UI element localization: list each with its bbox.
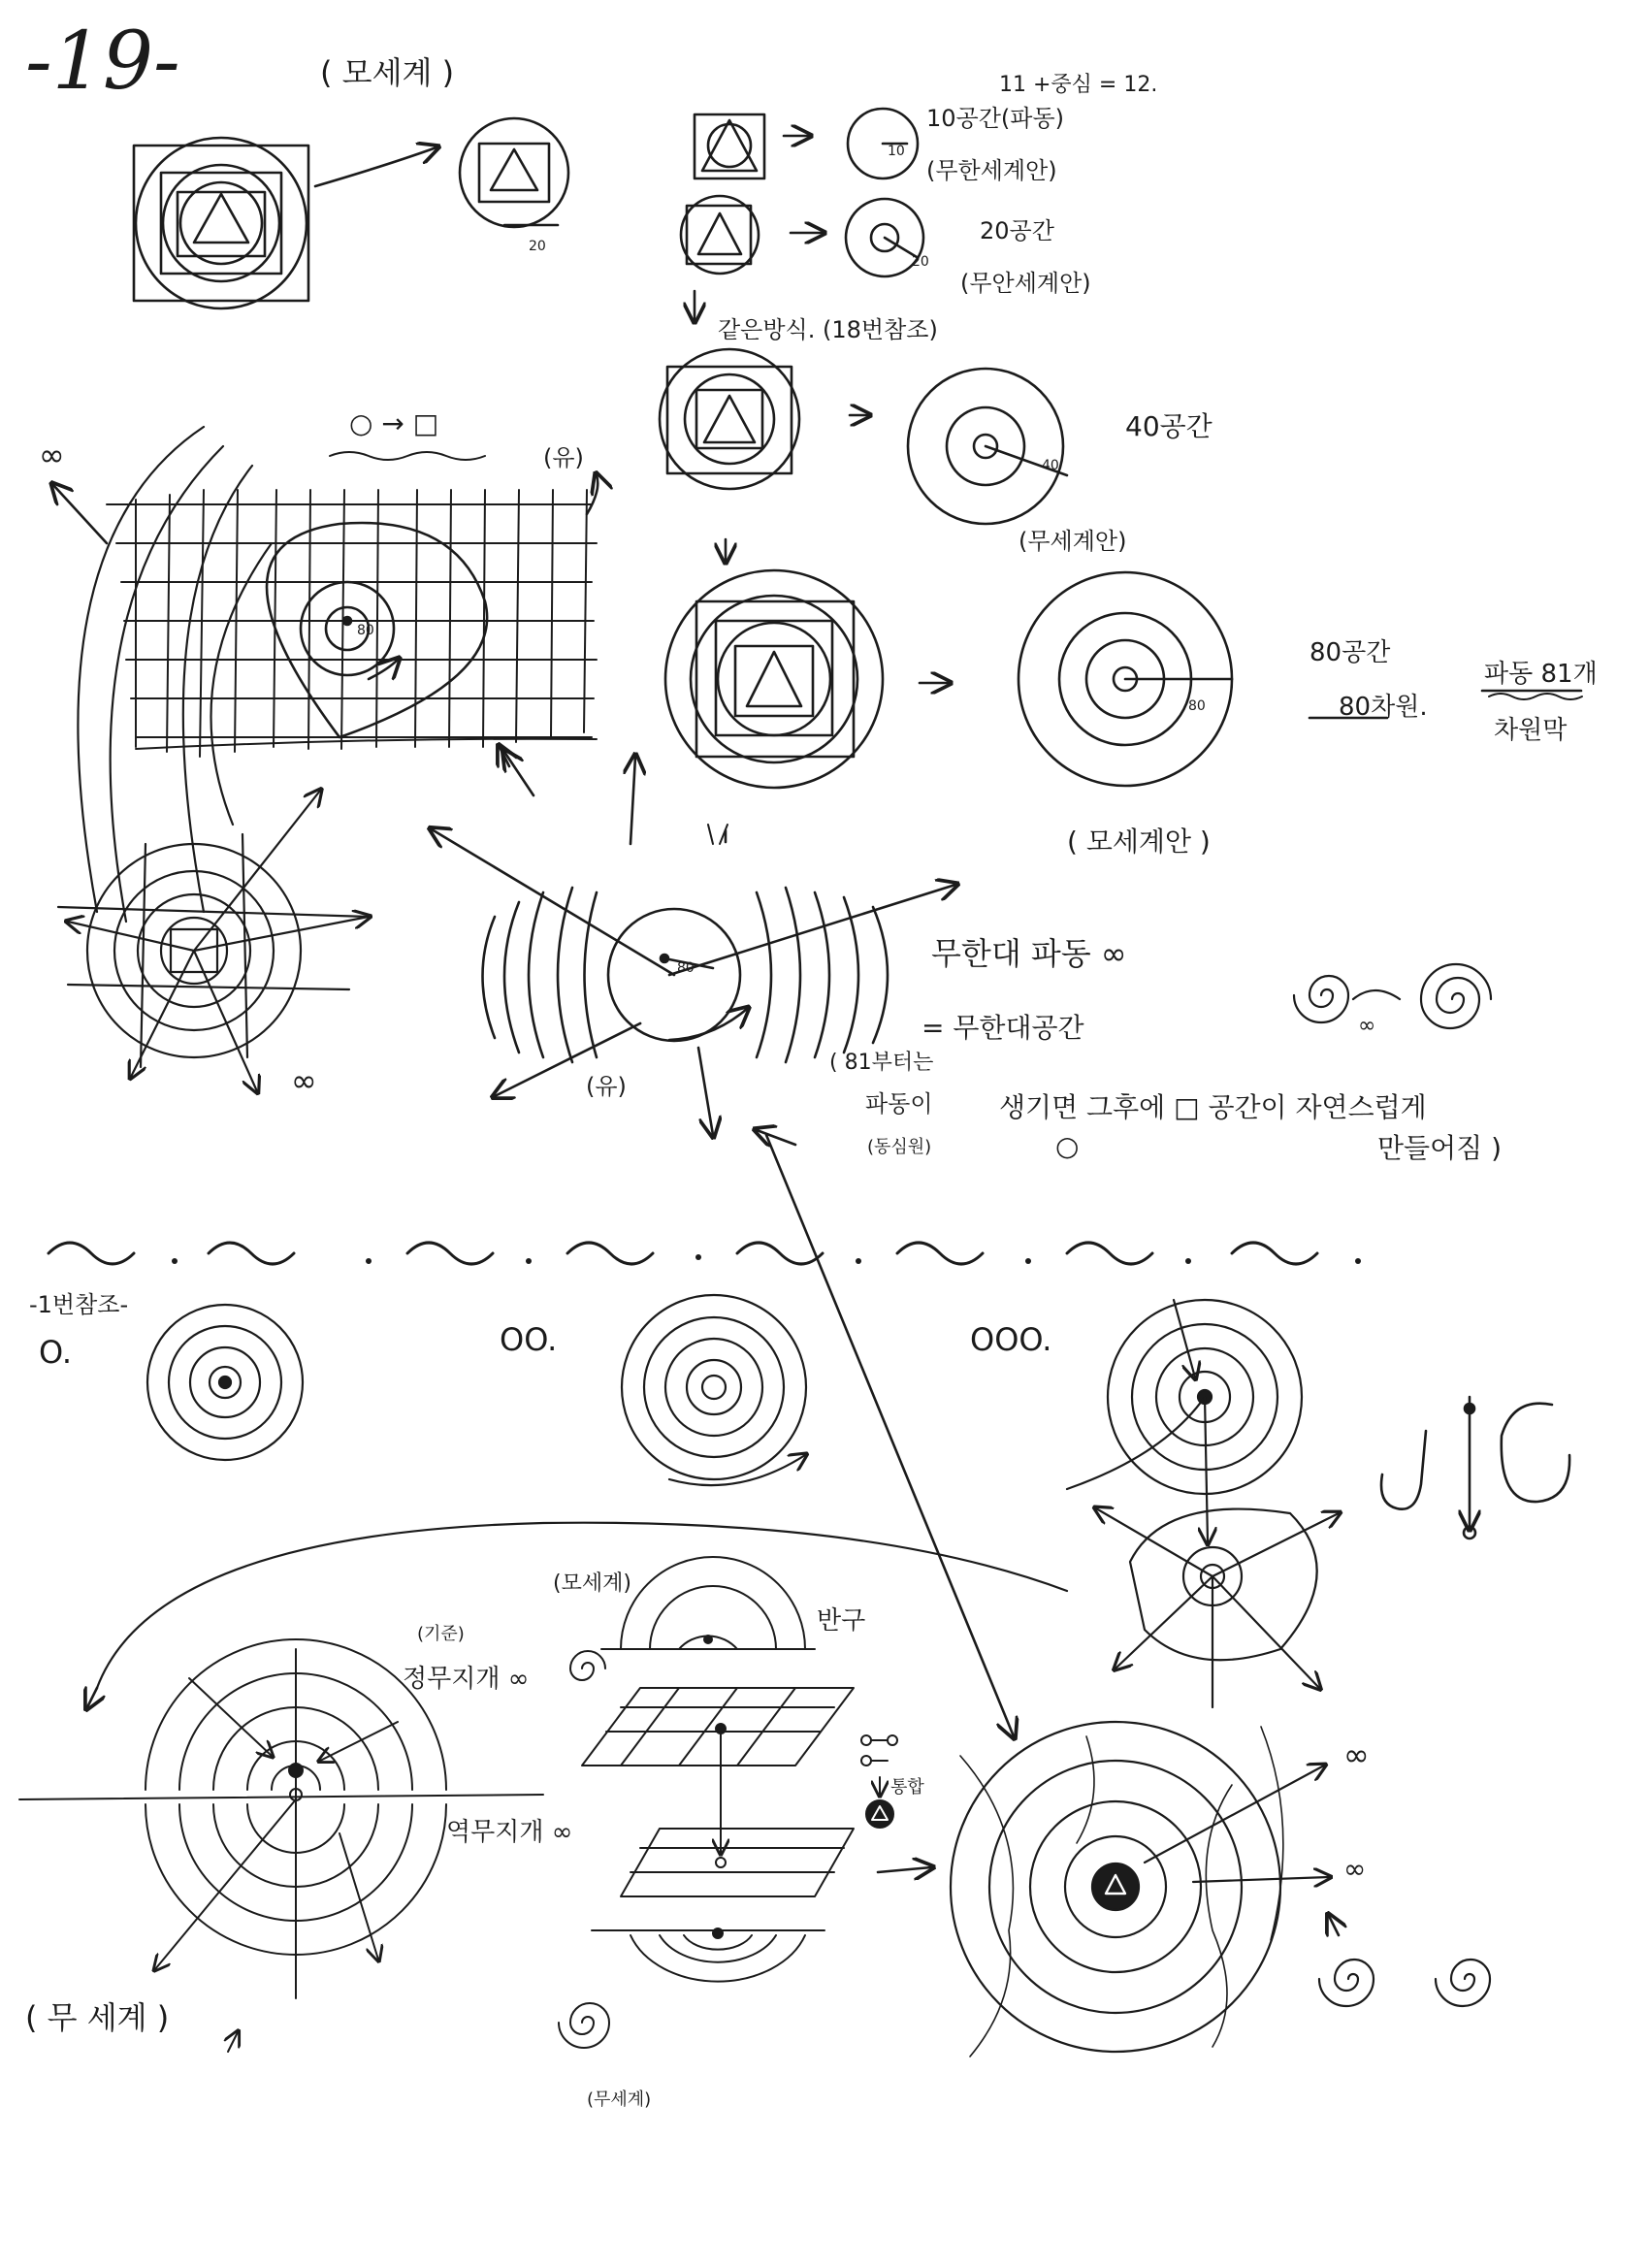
spiral-right bbox=[1436, 1960, 1490, 2006]
swirl-cluster bbox=[58, 791, 369, 1091]
circle-mark: ○ bbox=[1055, 1130, 1080, 1162]
wave-is-label: 파동이 bbox=[865, 1090, 933, 1118]
label-80-space: 80공간 bbox=[1310, 638, 1391, 667]
infinite-wave-label: 무한대 파동 ∞ bbox=[931, 935, 1127, 972]
spiral-pair bbox=[1294, 964, 1491, 1028]
radius-80: 80 bbox=[1188, 698, 1206, 714]
two-o: OO. bbox=[500, 1321, 558, 1358]
mother-world-inside: ( 모세계안 ) bbox=[1067, 826, 1211, 858]
j-hook bbox=[1381, 1431, 1426, 1509]
dimension-membrane: 차원막 bbox=[1494, 716, 1568, 745]
no-world-small: (무세계) bbox=[587, 2090, 652, 2110]
radius-40: 40 bbox=[1042, 458, 1059, 473]
squiggle-under-o-square bbox=[330, 452, 485, 460]
infinity-grid-bottom: ∞ bbox=[291, 1062, 317, 1099]
one-o: O. bbox=[39, 1334, 73, 1371]
label-80-dimension: 80차원. bbox=[1339, 693, 1428, 722]
radius-80-grid: 80 bbox=[357, 623, 374, 638]
concentric-1 bbox=[147, 1305, 303, 1460]
page-number: -19- bbox=[25, 16, 180, 108]
g-hook bbox=[1502, 1404, 1569, 1502]
radius-20-small: 20 bbox=[529, 239, 546, 254]
radius-10: 10 bbox=[888, 144, 905, 159]
layer-stack bbox=[559, 1557, 854, 2048]
page-title: ( 모세계 ) bbox=[320, 54, 455, 91]
infinite-space-label: = 무한대공간 bbox=[922, 1012, 1084, 1044]
infinity-top-left: ∞ bbox=[39, 437, 65, 473]
nested-shape-large bbox=[134, 138, 308, 308]
concentric-2 bbox=[622, 1295, 806, 1485]
hemisphere-label: 반구 bbox=[817, 1606, 866, 1636]
same-method-note: 같은방식. (18번참조) bbox=[718, 316, 938, 343]
label-10-sub: (무한세계안) bbox=[926, 157, 1057, 184]
label-20-sub: (무안세계안) bbox=[960, 270, 1091, 297]
makes-label: 만들어짐 ) bbox=[1377, 1132, 1503, 1164]
circle-80 bbox=[1018, 572, 1232, 786]
label-40-space: 40공간 bbox=[1125, 410, 1212, 442]
then-space-label: 생기면 그후에 □ 공간이 자연스럽게 bbox=[999, 1091, 1427, 1123]
radiating-cluster bbox=[1096, 1508, 1339, 1707]
base-label: (기준) bbox=[417, 1624, 465, 1644]
wave-you-label: (유) bbox=[586, 1073, 627, 1100]
grid-you-label: (유) bbox=[543, 444, 584, 471]
label-40-sub: (무세계안) bbox=[1018, 528, 1127, 555]
merge-label: 통합 bbox=[890, 1777, 924, 1798]
shape-20 bbox=[681, 196, 759, 274]
infinity-right-a: ∞ bbox=[1343, 1736, 1370, 1773]
label-20-space: 20공간 bbox=[980, 217, 1054, 244]
reference-1: -1번참조- bbox=[29, 1291, 129, 1318]
radius-20: 20 bbox=[912, 254, 929, 270]
radius-80-wave: 80 bbox=[677, 960, 695, 976]
infinity-between-spirals: ∞ bbox=[1358, 1014, 1376, 1038]
long-diagonal-arrow bbox=[766, 1135, 1014, 1736]
wave-81: 파동 81개 bbox=[1484, 660, 1598, 689]
forward-rainbow: 정무지개 ∞ bbox=[403, 1665, 530, 1694]
nested-shape-small bbox=[460, 118, 568, 227]
reverse-rainbow: 역무지개 ∞ bbox=[446, 1818, 573, 1847]
from-81-label: ( 81부터는 bbox=[829, 1051, 934, 1075]
shape-10 bbox=[695, 114, 764, 178]
circle-to-square: ○ → □ bbox=[349, 407, 439, 439]
three-o: OOO. bbox=[970, 1321, 1052, 1358]
big-concentric bbox=[951, 1722, 1329, 2057]
shape-40 bbox=[660, 349, 799, 489]
wave-divider bbox=[48, 1243, 1317, 1264]
shape-80 bbox=[665, 570, 883, 788]
circle-40 bbox=[908, 369, 1067, 524]
note-11-plus-center: 11 +중심 = 12. bbox=[999, 73, 1158, 97]
wave-sphere bbox=[432, 747, 955, 1135]
infinity-right-b: ∞ bbox=[1343, 1853, 1367, 1885]
arrow-to-small bbox=[315, 147, 436, 186]
concentric-label: (동심원) bbox=[867, 1137, 932, 1157]
long-curve bbox=[97, 1523, 1067, 1688]
mother-world-small: (모세계) bbox=[553, 1571, 631, 1596]
spiral-left bbox=[1319, 1960, 1374, 2006]
concentric-3 bbox=[1067, 1300, 1302, 1542]
no-world-label: ( 무 세계 ) bbox=[25, 1999, 170, 2036]
label-10-space: 10공간(파동) bbox=[926, 105, 1065, 132]
